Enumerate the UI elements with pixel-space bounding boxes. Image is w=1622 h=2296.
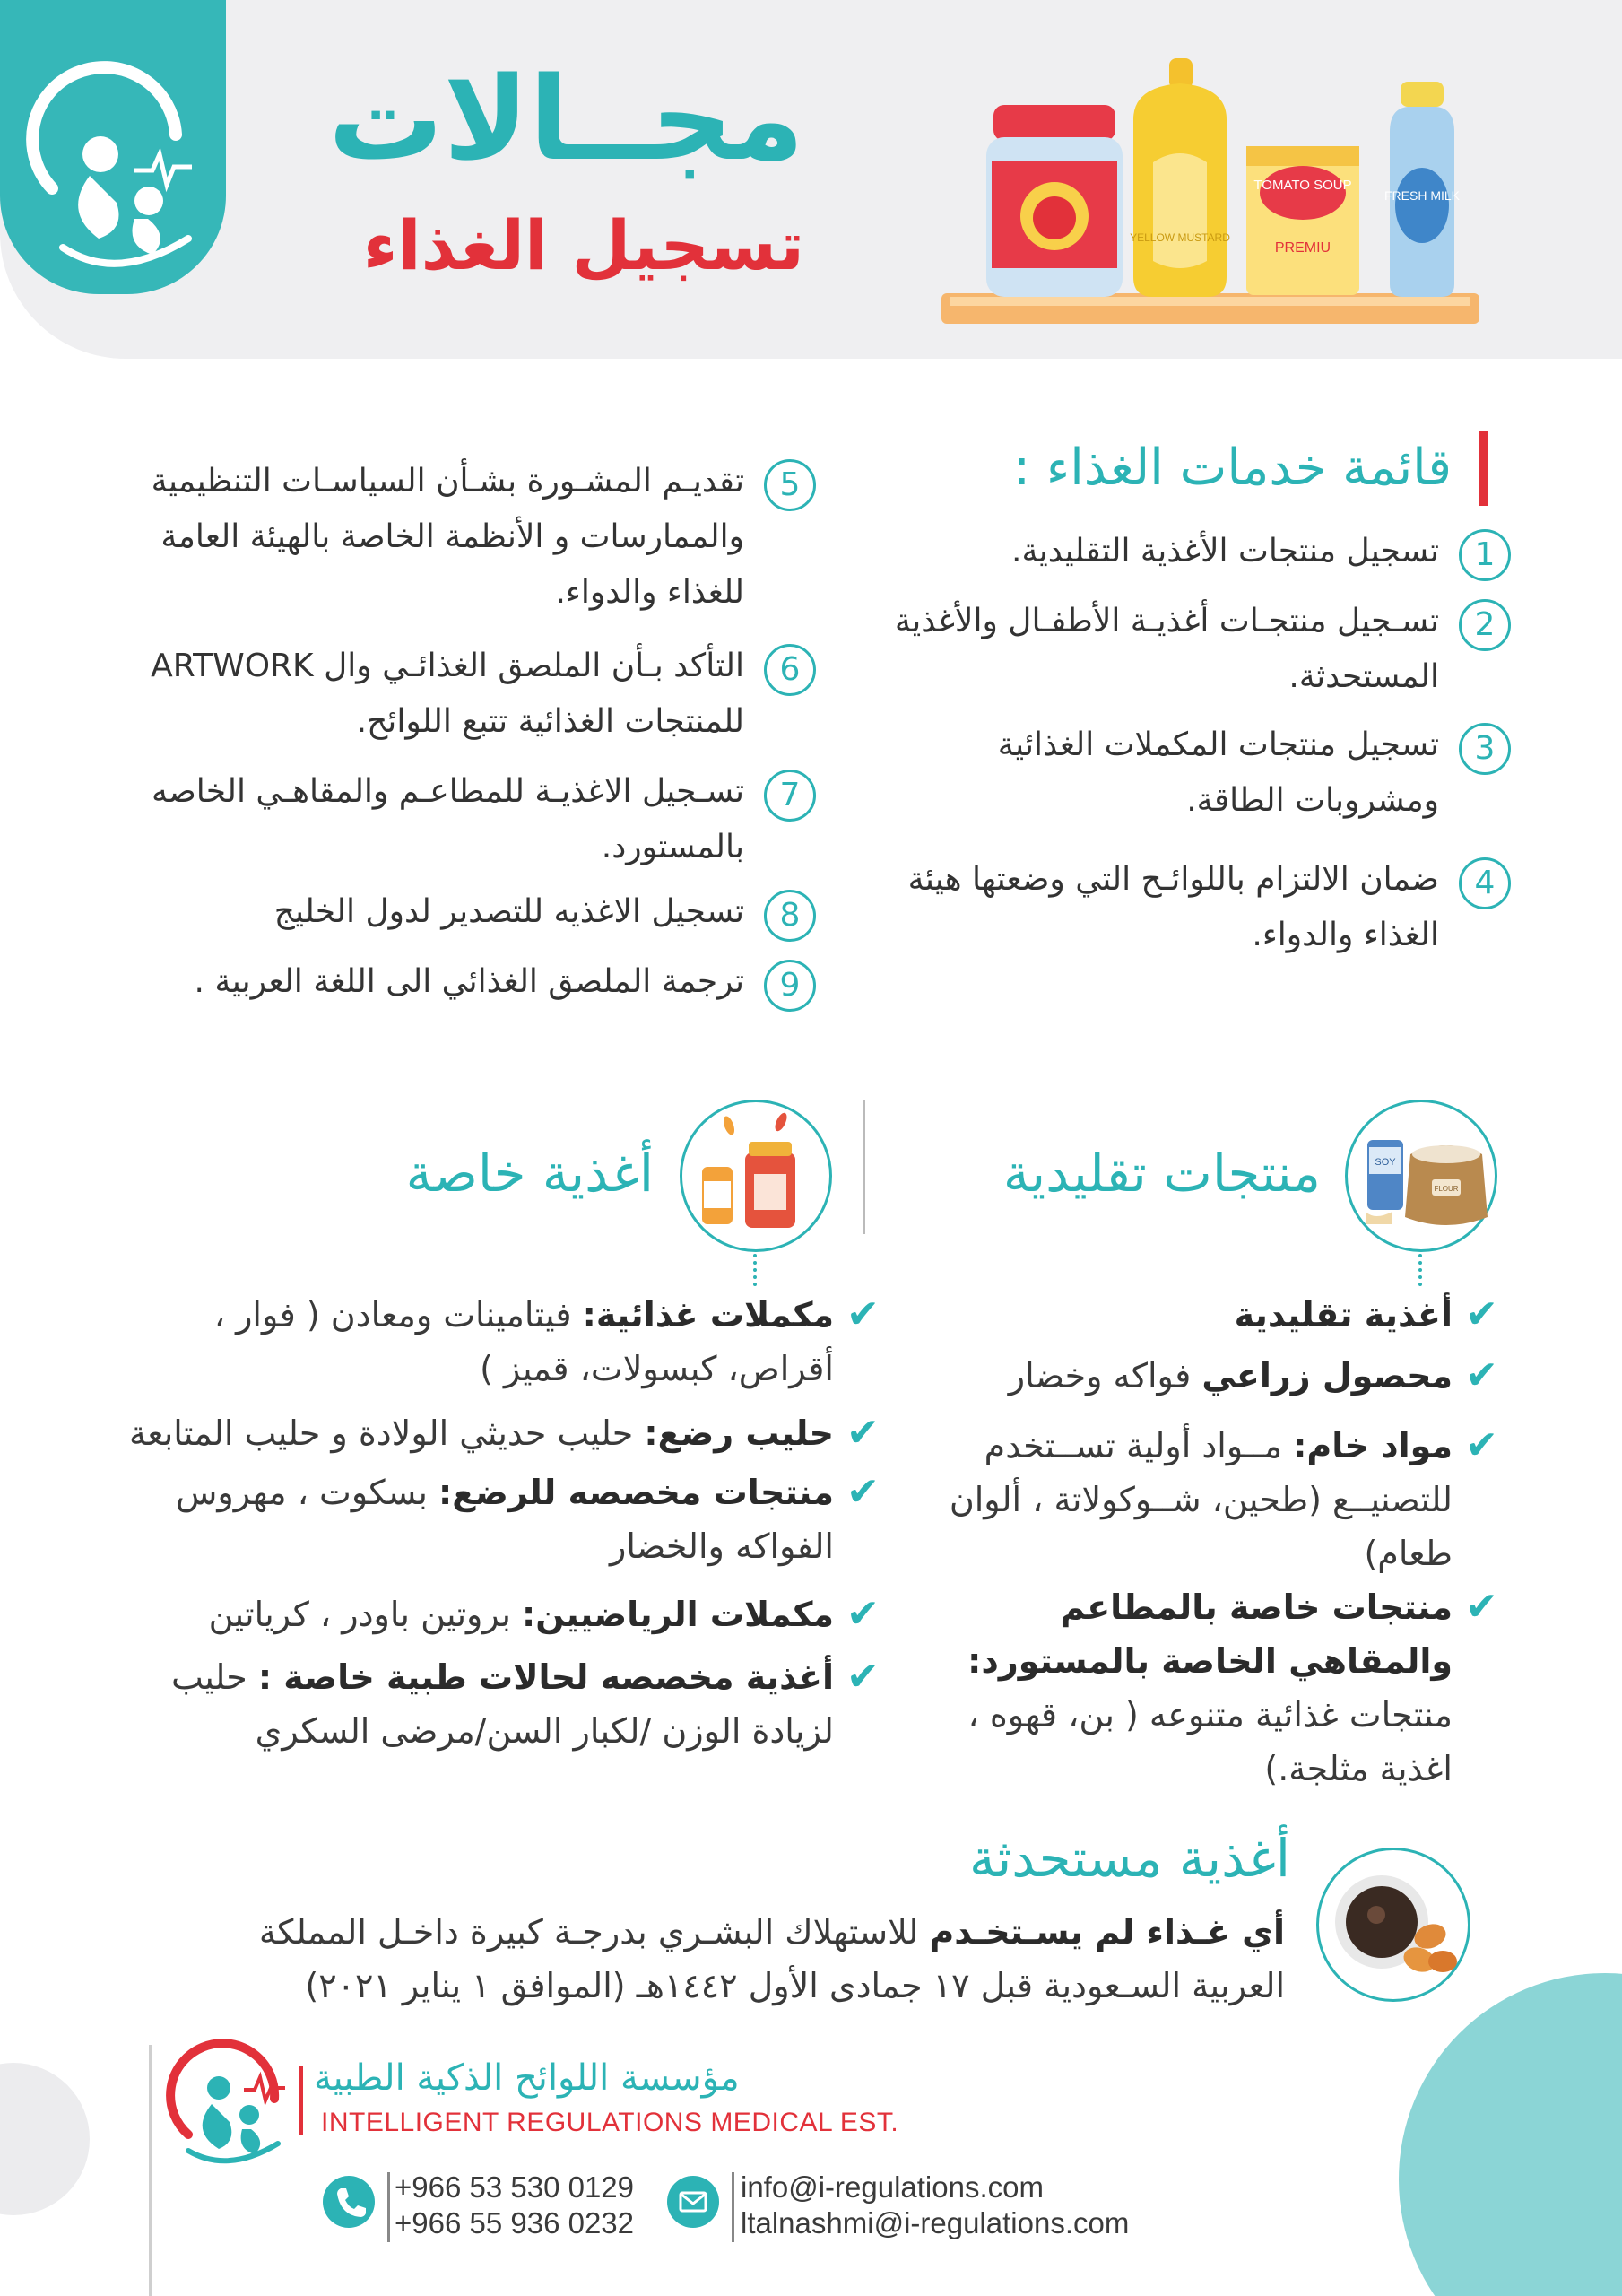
phone-icon (323, 2176, 375, 2228)
special-list-item (108, 1288, 888, 1396)
novel-foods-description: أي غـذاء لم يسـتخـدم للاستهلاك البشـري بدرجـة كبيرة داخـل المملكة العربية السـعودية قبل ١٧ جمادى الأول ١٤٤٢هـ (الموافق ١ يناير ٢٠٢١) (258, 1912, 1285, 2005)
checkmark-icon: ✔ (846, 1591, 880, 1637)
footer-divider (149, 2045, 152, 2296)
service-item (117, 954, 816, 1012)
special-list-item (108, 1587, 888, 1641)
service-item-text: تسـجيل الاغذيـة للمطاعـم والمقاهـي الخاصه بالمستورد. (151, 773, 744, 865)
checkmark-icon: ✔ (1465, 1422, 1498, 1468)
page-subtitle: تسجيل الغذاء (362, 205, 804, 285)
special-foods-title: أغذية خاصة (405, 1143, 654, 1204)
company-logo-icon (0, 0, 226, 294)
service-item-text: ضمان الالتزام باللوائـح التي وضعتها هيئة الغذاء والدواء. (907, 861, 1439, 953)
service-item-number: 3 (1459, 723, 1511, 775)
service-item-number: 9 (764, 960, 816, 1012)
service-item-text: تسجيل الاغذيه للتصدير لدول الخليج (273, 893, 744, 930)
logo-tab (0, 0, 226, 294)
service-item (117, 764, 816, 875)
special-list-item (108, 1465, 888, 1573)
footer-logo-icon (161, 2036, 296, 2170)
contact-divider (732, 2172, 734, 2242)
soup-box-premium-label: PREMIU (1274, 240, 1331, 256)
service-item-text: ترجمة الملصق الغذائي الى اللغة العربية . (194, 963, 744, 1000)
list-item-text: أغذية مخصصه لحالات طبية خاصة : حليب لزيادة الوزن /لكبار السن/مرضى السكري (170, 1657, 834, 1751)
section-divider (863, 1100, 865, 1234)
checkmark-icon: ✔ (1465, 1292, 1498, 1337)
footer-decoration-left (0, 2063, 90, 2215)
flour-sack-label: FLOUR (1434, 1185, 1459, 1193)
service-item-number: 4 (1459, 857, 1511, 909)
email-address-1[interactable]: info@i-regulations.com (741, 2170, 1044, 2204)
checkmark-icon: ✔ (846, 1654, 880, 1700)
email-icon (667, 2176, 719, 2228)
soy-carton-label: SOY (1375, 1157, 1396, 1168)
service-item (117, 454, 816, 621)
service-item (892, 594, 1511, 705)
checkmark-icon: ✔ (1465, 1352, 1498, 1398)
service-item-text: تسجيل منتجات المكملات الغذائية ومشروبات الطاقة. (997, 726, 1439, 819)
list-item-text: مكملات غذائية: فيتامينات ومعادن ( فوار ، أقراص، كبسولات، قميز ) (213, 1295, 834, 1388)
service-item (892, 852, 1511, 963)
traditional-products-title: منتجات تقليدية (1002, 1143, 1321, 1204)
traditional-list-item (932, 1580, 1506, 1796)
service-item (117, 639, 816, 750)
dotted-connector (753, 1254, 757, 1286)
list-item-text: حليب رضع: حليب حديثي الولادة و حليب المتابعة (128, 1413, 834, 1453)
list-item-text: منتجات خاصة بالمطاعم والمقاهي الخاصة بالمستورد: منتجات غذائية متنوعه ( بن، قهوه ، اغذية مثلجة.) (967, 1587, 1453, 1788)
soup-box-label: TOMATO SOUP (1253, 178, 1352, 193)
email-address-2[interactable]: ltalnashmi@i-regulations.com (741, 2206, 1130, 2239)
organization-name-en: INTELLIGENT REGULATIONS MEDICAL EST. (321, 2108, 899, 2137)
service-item (117, 884, 816, 942)
footer-logo-accent (299, 2066, 303, 2135)
contact-divider (387, 2172, 390, 2242)
service-item-text: التأكد بـأن الملصق الغذائـي وال ARTWORK للمنتجات الغذائية تتبع اللوائح. (151, 648, 744, 740)
service-item-number: 6 (764, 644, 816, 696)
novel-foods-title: أغذية مستحدثة (969, 1828, 1290, 1889)
service-item-number: 5 (764, 459, 816, 511)
traditional-products-icon (1345, 1100, 1497, 1252)
pantry-jars-illustration (941, 49, 1497, 336)
checkmark-icon: ✔ (846, 1410, 880, 1456)
checkmark-icon: ✔ (846, 1292, 880, 1337)
dotted-connector (1418, 1254, 1422, 1286)
service-item (892, 718, 1511, 829)
checkmark-icon: ✔ (846, 1469, 880, 1515)
list-item-text: أغذية تقليدية (1234, 1295, 1453, 1335)
list-item-text: مواد خام: مــواد أولية تســتخدم للتصنيــع (طحين، شــوكولاتة ، ألوان طعام) (949, 1426, 1453, 1573)
list-item-text: مكملات الرياضيين: بروتين باودر ، كرياتين (208, 1595, 834, 1634)
service-item (892, 524, 1511, 581)
service-item-number: 2 (1459, 599, 1511, 651)
service-item-text: تسـجيل منتجـات أغذيـة الأطفـال والأغذية المستحدثة. (894, 603, 1439, 695)
special-list-item (108, 1406, 888, 1460)
footer-decoration-right (1399, 1973, 1622, 2296)
organization-name-ar: مؤسسة اللوائح الذكية الطبية (314, 2057, 740, 2099)
services-heading: قائمة خدمات الغذاء : (1013, 430, 1488, 506)
checkmark-icon: ✔ (1465, 1584, 1498, 1630)
mustard-jar-label: YELLOW MUSTARD (1130, 231, 1230, 244)
service-item-number: 1 (1459, 529, 1511, 581)
coffee-nuts-icon (1316, 1848, 1470, 2002)
service-item-number: 7 (764, 770, 816, 822)
milk-bottle-label: FRESH MILK (1383, 188, 1461, 203)
traditional-list-item (932, 1349, 1506, 1403)
phone-number-2[interactable]: +966 55 936 0232 (395, 2206, 635, 2239)
special-foods-icon (680, 1100, 832, 1252)
special-list-item (108, 1650, 888, 1758)
list-item-text: منتجات مخصصه للرضع: بسكوت ، مهروس الفواكه والخضار (176, 1473, 834, 1566)
service-item-number: 8 (764, 890, 816, 942)
traditional-list-item (932, 1288, 1506, 1342)
phone-number-1[interactable]: +966 53 530 0129 (395, 2170, 635, 2204)
page-title: مجــالات (328, 53, 804, 187)
service-item-text: تقديـم المشـورة بشـأن السياسـات التنظيمية والممارسات و الأنظمة الخاصة بالهيئة العامة للغذاء والدواء. (151, 463, 744, 611)
list-item-text: محصول زراعي فواكه وخضار (1008, 1356, 1453, 1396)
traditional-list-item (932, 1419, 1506, 1580)
service-item-text: تسجيل منتجات الأغذية التقليدية. (1011, 533, 1439, 570)
